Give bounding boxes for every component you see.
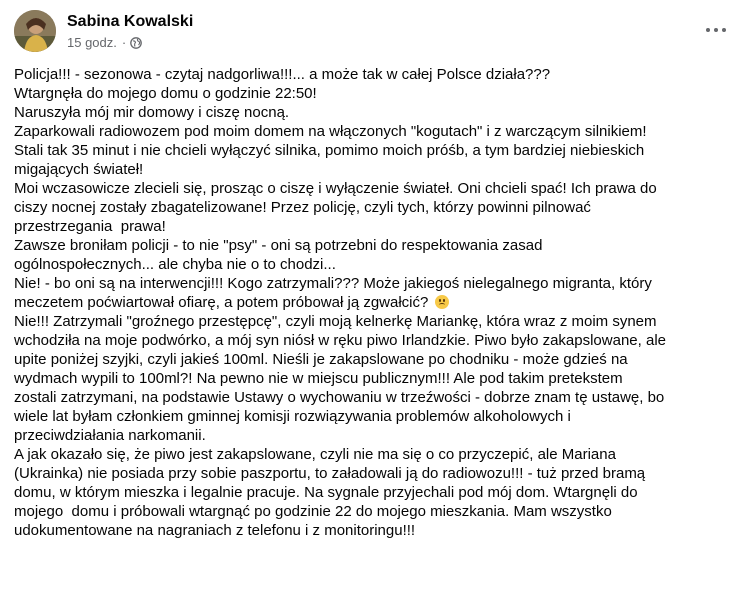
post-line: ogólnospołecznych... ale chyba nie o to chodzi... [14,256,336,273]
post-text [14,65,728,540]
more-options-button[interactable] [704,20,728,40]
post-line: wydmach wypili to 100ml?! Na pewno nie w miejscu publicznym!!! Ale pod takim pretekstem [14,370,623,387]
globe-icon[interactable] [130,37,142,49]
post-line: zostali zatrzymani, na podstawie Ustawy o wychowaniu w trzeźwości - dobrze znam tę ustawę, bo [14,389,665,406]
post-line: Nie!!! Zatrzymali "groźnego przestępcę", czyli moją kelnerkę Mariankę, która wraz z moim synem [14,313,657,330]
post-meta [67,34,142,52]
post-line: Zawsze broniłam policji - to nie "psy" - oni są potrzebni do respektowania zasad [14,237,543,254]
post-line: udokumentowane na nagraniach z telefonu i z monitoringu!!! [14,522,416,539]
post-line: migających świateł! [14,161,144,178]
post-line: Moi wczasowicze zlecieli się, prosząc o ciszę i wyłączenie świateł. Oni chcieli spać! Ich prawa do [14,180,657,197]
post-line: przeciwdziałania narkomanii. [14,427,206,444]
post-line: Stali tak 35 minut i nie chcieli wyłączyć silnika, pomimo moich próśb, a tym bardziej niebieskich [14,142,645,159]
post-line: Zaparkowali radiowozem pod moim domem na włączonych "kogutach" i z warczącym silnikiem! [14,123,647,140]
avatar-photo [14,10,56,52]
post-line: przestrzegania prawa! [14,218,166,235]
post-line [14,293,728,312]
post-line: Policja!!! - sezonowa - czytaj nadgorliwa!!!... a może tak w całej Polsce działa??? [14,66,551,83]
post-line: ciszy nocnej zostały zbagatelizowane! Przez policję, czyli tych, którzy powinni pilnować [14,199,591,216]
author-name[interactable]: Sabina Kowalski [67,13,194,30]
post-line: domu, w którym mieszka i legalnie pracuje. Na sygnale przyjechali pod mój dom. Wtargnęli do [14,484,638,501]
post-line: Naruszyła mój mir domowy i ciszę nocną. [14,104,290,121]
post-line: Wtargnęła do mojego domu o godzinie 22:50! [14,85,317,102]
post-line: upite poniżej szyjki, czyli jakieś 100ml. Nieśli je zakapslowane po chodniku - może gdzieś na [14,351,628,368]
meta-separator: · [121,35,127,50]
post-line: A jak okazało się, że piwo jest zakapslowane, czyli nie ma się o co przyczepić, ale Mariana [14,446,616,463]
post-line: wiele lat byłam członkiem gminnej komisji rozwiązywania problemów alkoholowych i [14,408,571,425]
post-line: wchodziła na moje podwórko, a mój syn niósł w ręku piwo Irlandzkie. Piwo było zakapslowane, ale [14,332,666,349]
post-line: (Ukrainka) nie posiada przy sobie paszportu, to załadowali ją do radiowozu!!! - tuż przed bramą [14,465,646,482]
post-line-text: meczetem poćwiartował ofiarę, a potem próbował ją zgwałcić? [14,294,429,311]
avatar[interactable] [14,10,56,52]
post-line: mojego domu i próbowali wtargnąć po godzinie 22 do mojego mieszkania. Mam wszystko [14,503,612,520]
more-horizontal-icon [706,28,710,32]
post-timestamp[interactable]: 15 godz. [67,35,117,50]
post-line: Nie! - bo oni są na interwencji!!! Kogo zatrzymali??? Może jakiegoś nielegalnego migranta, który [14,275,652,292]
frowning-face-emoji-icon [435,295,449,309]
